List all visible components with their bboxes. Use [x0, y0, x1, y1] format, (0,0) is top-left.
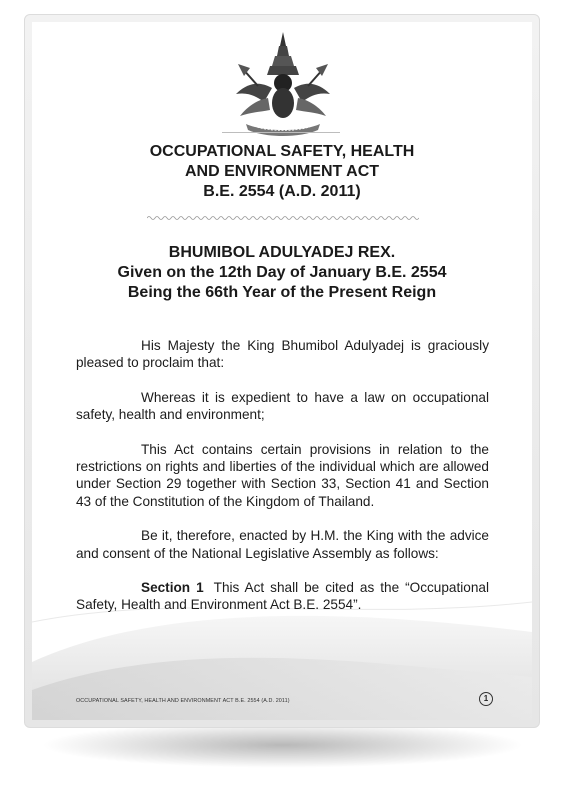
wavy-divider — [147, 215, 419, 221]
body-paragraph: Be it, therefore, enacted by H.M. the King with the advice and consent of the National Legislative Assembly as follows: — [76, 528, 489, 561]
body-paragraph: His Majesty the King Bhumibol Adulyadej is graciously pleased to proclaim that: — [76, 338, 489, 371]
running-footer-title: OCCUPATIONAL SAFETY, HEALTH AND ENVIRONMENT ACT B.E. 2554 (A.D. 2011) — [76, 698, 290, 704]
page-number-badge: 1 — [479, 692, 493, 706]
reign-line: BHUMIBOL ADULYADEJ REX. — [168, 244, 396, 261]
section-1-text: This Act shall be cited as the “Occupational Safety, Health and Environment Act B.E. 2554”. — [76, 580, 489, 613]
body-paragraph: Whereas it is expedient to have a law on occupational safety, health and environment; — [76, 389, 489, 423]
document-body — [76, 337, 489, 631]
act-title-line: B.E. 2554 (A.D. 2011) — [203, 183, 361, 200]
section-1-paragraph — [76, 579, 489, 614]
act-title-line: AND ENVIRONMENT ACT — [184, 163, 380, 180]
page-drop-shadow — [40, 722, 525, 768]
body-paragraph: This Act contains certain provisions in relation to the restrictions on rights and liberties of the individual which are allowed under Section 29 together with Section 33, Section 41 and Section 43 of the Constitution of the Kingdom of Thailand. — [76, 441, 489, 509]
section-1-label: Section 1 — [141, 580, 204, 596]
document-page — [32, 22, 532, 720]
royal-garuda-emblem-icon — [228, 28, 338, 140]
reign-line: Being the 66th Year of the Present Reign — [127, 284, 437, 301]
royal-proclamation-heading — [32, 243, 532, 303]
emblem-underline — [222, 132, 340, 133]
act-title-line: OCCUPATIONAL SAFETY, HEALTH — [149, 143, 415, 160]
act-title — [32, 142, 532, 202]
reign-line: Given on the 12th Day of January B.E. 2554 — [117, 264, 447, 281]
